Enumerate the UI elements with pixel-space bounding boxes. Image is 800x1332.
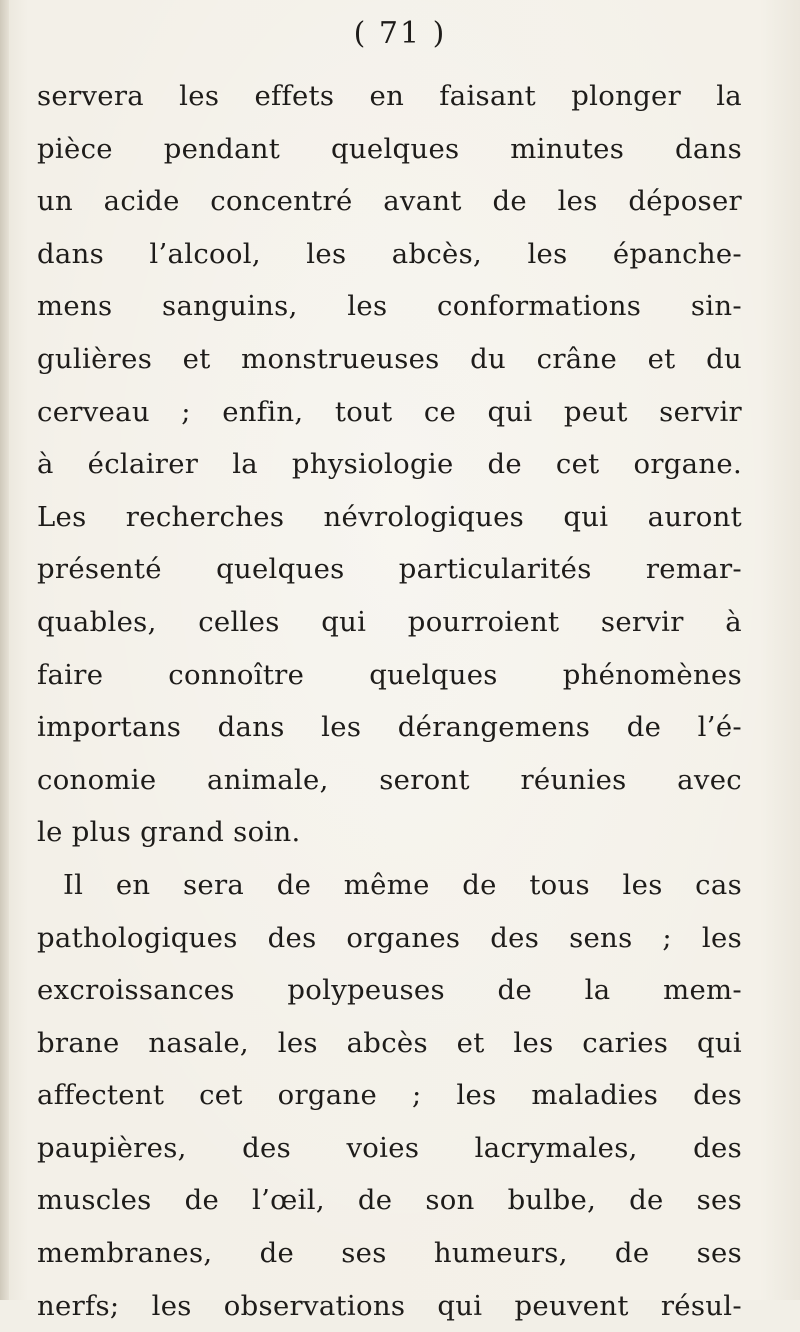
text-line: servera les effets en faisant plonger la [37, 80, 742, 112]
text-line: excroissances polypeuses de la mem- [37, 974, 742, 1007]
text-line: Il en sera de même de tous les cas [63, 868, 742, 901]
text-line: pathologiques des organes des sens ; les [37, 921, 742, 954]
text-line: un acide concentré avant de les déposer [37, 185, 742, 218]
text-line: affectent cet organe ; les maladies des [37, 1079, 742, 1112]
text-line: cerveau ; enfin, tout ce qui peut servir [37, 395, 742, 428]
text-line: faire connoître quelques phénomènes [37, 658, 742, 691]
text-line: nerfs; les observations qui peuvent résul- [37, 1289, 742, 1322]
body-text [37, 70, 742, 1332]
text-line: membranes, de ses humeurs, de ses [37, 1237, 742, 1270]
text-line: dans l’alcool, les abcès, les épanche- [37, 237, 742, 270]
text-line: le plus grand soin. [37, 816, 301, 849]
page-binding-edge [0, 0, 9, 1300]
text-line: importans dans les dérangemens de l’é- [37, 711, 742, 744]
text-line: conomie animale, seront réunies avec [37, 763, 742, 796]
text-line: muscles de l’œil, de son bulbe, de ses [37, 1184, 742, 1217]
text-line: paupières, des voies lacrymales, des [37, 1131, 742, 1164]
text-line: brane nasale, les abcès et les caries qui [37, 1026, 742, 1059]
text-line: présenté quelques particularités remar- [37, 553, 742, 586]
page-number: ( 71 ) [353, 16, 447, 51]
text-line: gulières et monstrueuses du crâne et du [37, 342, 742, 375]
text-line: pièce pendant quelques minutes dans [37, 132, 742, 165]
text-line: mens sanguins, les conformations sin- [37, 290, 742, 323]
text-line: quables, celles qui pourroient servir à [37, 605, 742, 638]
text-line: à éclairer la physiologie de cet organe. [37, 448, 742, 481]
text-line: Les recherches névrologiques qui auront [37, 500, 742, 533]
